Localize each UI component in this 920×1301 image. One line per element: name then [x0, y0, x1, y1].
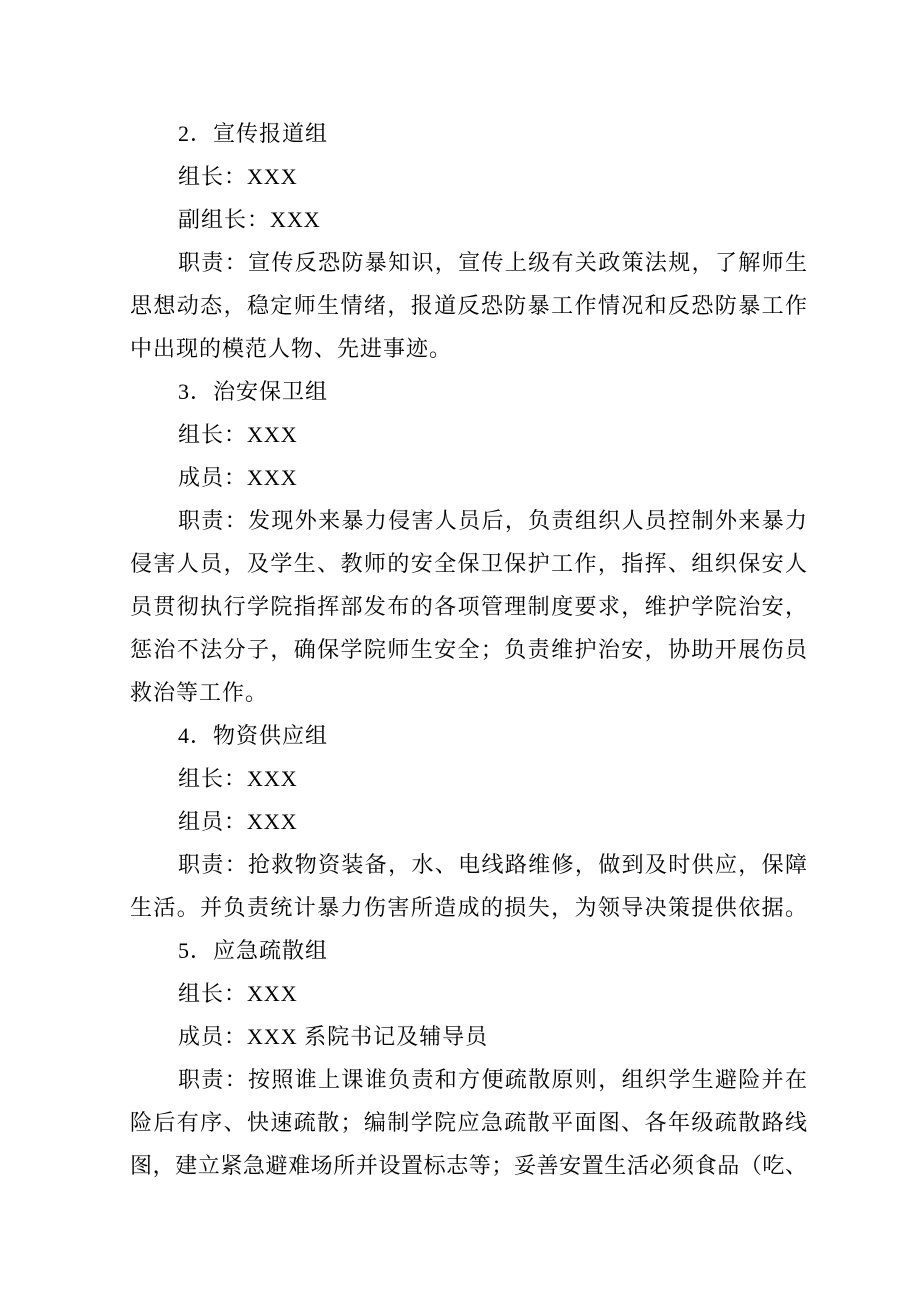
- duty-text-line: 图，建立紧急避难场所并设置标志等；妥善安置生活必须食品（吃、: [130, 1153, 807, 1178]
- duty-text-line: 侵害人员，及学生、教师的安全保卫保护工作，指挥、组织保安人: [130, 551, 807, 576]
- document-body: [130, 112, 807, 1187]
- members-line: 成员：XXX 系院书记及辅导员: [178, 1024, 489, 1049]
- duty-text-line: 惩治不法分子，确保学院师生安全；负责维护治安，协助开展伤员: [130, 637, 807, 662]
- duty-text-line: 险后有序、快速疏散；编制学院应急疏散平面图、各年级疏散路线: [130, 1110, 807, 1135]
- section-heading-evacuation: 5．应急疏散组: [178, 938, 329, 963]
- duty-text-line: 职责：按照谁上课谁负责和方便疏散原则，组织学生避险并在: [178, 1067, 807, 1092]
- section-heading-publicity: 2．宣传报道组: [178, 121, 329, 146]
- leader-line: 组长：XXX: [178, 981, 298, 1006]
- members-line: 组员：XXX: [178, 809, 298, 834]
- duty-text-line: 员贯彻执行学院指挥部发布的各项管理制度要求，维护学院治安，: [130, 594, 807, 619]
- duty-text-line: 职责：抢救物资装备，水、电线路维修，做到及时供应，保障: [178, 852, 807, 877]
- leader-line: 组长：XXX: [178, 422, 298, 447]
- duty-text-line: 思想动态，稳定师生情绪，报道反恐防暴工作情况和反恐防暴工作: [130, 293, 807, 318]
- duty-text-line: 救治等工作。: [130, 680, 269, 705]
- leader-line: 组长：XXX: [178, 766, 298, 791]
- members-line: 成员：XXX: [178, 465, 298, 490]
- duty-text-line: 中出现的模范人物、先进事迹。: [130, 336, 453, 361]
- deputy-leader-line: 副组长：XXX: [178, 207, 321, 232]
- duty-text-line: 职责：宣传反恐防暴知识，宣传上级有关政策法规，了解师生: [178, 250, 807, 275]
- section-heading-security: 3．治安保卫组: [178, 379, 329, 404]
- leader-line: 组长：XXX: [178, 164, 298, 189]
- duty-text-line: 职责：发现外来暴力侵害人员后，负责组织人员控制外来暴力: [178, 508, 807, 533]
- duty-text-line: 生活。并负责统计暴力伤害所造成的损失，为领导决策提供依据。: [130, 895, 807, 920]
- section-heading-supplies: 4．物资供应组: [178, 723, 329, 748]
